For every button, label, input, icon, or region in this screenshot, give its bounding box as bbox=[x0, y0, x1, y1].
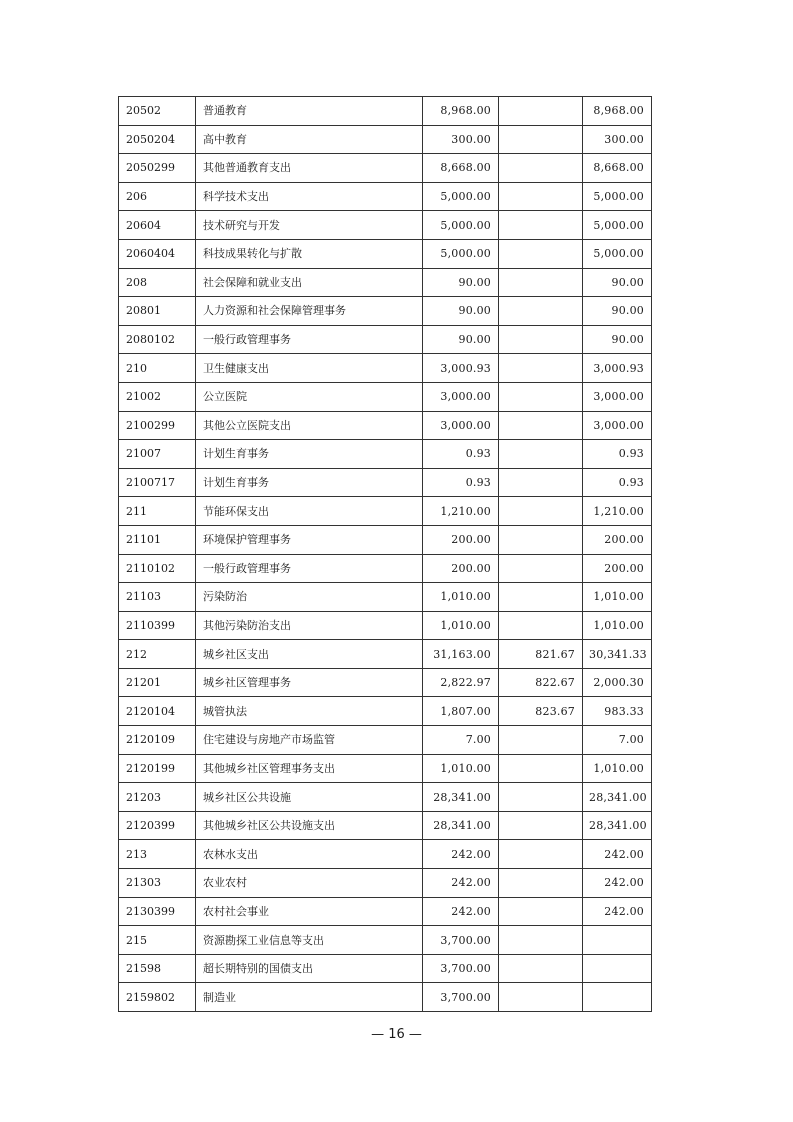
cell-project bbox=[583, 926, 652, 955]
cell-code: 2110102 bbox=[119, 554, 196, 583]
cell-project: 300.00 bbox=[583, 125, 652, 154]
cell-code: 21303 bbox=[119, 869, 196, 898]
table-row bbox=[119, 525, 652, 554]
cell-name: 城乡社区支出 bbox=[196, 640, 423, 669]
cell-basic bbox=[499, 440, 583, 469]
cell-name: 农村社会事业 bbox=[196, 897, 423, 926]
table-row bbox=[119, 869, 652, 898]
table-row bbox=[119, 497, 652, 526]
cell-basic bbox=[499, 840, 583, 869]
cell-basic bbox=[499, 125, 583, 154]
table-row bbox=[119, 297, 652, 326]
table-row bbox=[119, 697, 652, 726]
table-row bbox=[119, 468, 652, 497]
table-row bbox=[119, 154, 652, 183]
cell-total: 31,163.00 bbox=[423, 640, 499, 669]
cell-project: 1,010.00 bbox=[583, 583, 652, 612]
cell-code: 20604 bbox=[119, 211, 196, 240]
cell-total: 5,000.00 bbox=[423, 239, 499, 268]
cell-total: 242.00 bbox=[423, 840, 499, 869]
table-row bbox=[119, 754, 652, 783]
cell-basic bbox=[499, 811, 583, 840]
cell-total: 0.93 bbox=[423, 468, 499, 497]
cell-total: 28,341.00 bbox=[423, 811, 499, 840]
cell-code: 20502 bbox=[119, 97, 196, 126]
table-row bbox=[119, 954, 652, 983]
cell-code: 206 bbox=[119, 182, 196, 211]
cell-project bbox=[583, 983, 652, 1012]
cell-project: 1,210.00 bbox=[583, 497, 652, 526]
cell-project: 28,341.00 bbox=[583, 811, 652, 840]
cell-total: 5,000.00 bbox=[423, 182, 499, 211]
cell-basic bbox=[499, 468, 583, 497]
table-row bbox=[119, 182, 652, 211]
table-row bbox=[119, 726, 652, 755]
table-row bbox=[119, 325, 652, 354]
cell-code: 208 bbox=[119, 268, 196, 297]
cell-project: 5,000.00 bbox=[583, 211, 652, 240]
cell-total: 2,822.97 bbox=[423, 668, 499, 697]
cell-name: 一般行政管理事务 bbox=[196, 325, 423, 354]
cell-name: 其他污染防治支出 bbox=[196, 611, 423, 640]
table-row bbox=[119, 783, 652, 812]
cell-name: 资源勘探工业信息等支出 bbox=[196, 926, 423, 955]
cell-total: 0.93 bbox=[423, 440, 499, 469]
table-row bbox=[119, 211, 652, 240]
cell-code: 20801 bbox=[119, 297, 196, 326]
cell-code: 213 bbox=[119, 840, 196, 869]
cell-basic bbox=[499, 554, 583, 583]
cell-name: 卫生健康支出 bbox=[196, 354, 423, 383]
cell-total: 242.00 bbox=[423, 897, 499, 926]
cell-name: 环境保护管理事务 bbox=[196, 525, 423, 554]
cell-project: 5,000.00 bbox=[583, 182, 652, 211]
table-row bbox=[119, 268, 652, 297]
cell-project: 7.00 bbox=[583, 726, 652, 755]
cell-code: 21002 bbox=[119, 382, 196, 411]
cell-basic bbox=[499, 783, 583, 812]
cell-basic bbox=[499, 211, 583, 240]
cell-total: 242.00 bbox=[423, 869, 499, 898]
cell-basic bbox=[499, 869, 583, 898]
cell-basic: 821.67 bbox=[499, 640, 583, 669]
cell-basic bbox=[499, 325, 583, 354]
table-row bbox=[119, 125, 652, 154]
cell-code: 2100299 bbox=[119, 411, 196, 440]
cell-project: 3,000.93 bbox=[583, 354, 652, 383]
cell-project: 90.00 bbox=[583, 325, 652, 354]
cell-code: 21203 bbox=[119, 783, 196, 812]
cell-project: 0.93 bbox=[583, 440, 652, 469]
page-number: — 16 — bbox=[371, 1027, 422, 1042]
cell-basic bbox=[499, 268, 583, 297]
cell-code: 211 bbox=[119, 497, 196, 526]
cell-basic bbox=[499, 611, 583, 640]
cell-project: 1,010.00 bbox=[583, 611, 652, 640]
cell-basic bbox=[499, 497, 583, 526]
table-row bbox=[119, 583, 652, 612]
table-row bbox=[119, 440, 652, 469]
cell-project: 8,968.00 bbox=[583, 97, 652, 126]
cell-basic: 822.67 bbox=[499, 668, 583, 697]
cell-basic bbox=[499, 154, 583, 183]
cell-basic bbox=[499, 297, 583, 326]
cell-code: 212 bbox=[119, 640, 196, 669]
cell-project: 1,010.00 bbox=[583, 754, 652, 783]
cell-code: 21598 bbox=[119, 954, 196, 983]
cell-total: 3,700.00 bbox=[423, 983, 499, 1012]
cell-project: 242.00 bbox=[583, 840, 652, 869]
cell-name: 计划生育事务 bbox=[196, 468, 423, 497]
cell-basic: 823.67 bbox=[499, 697, 583, 726]
table-row bbox=[119, 554, 652, 583]
cell-project: 0.93 bbox=[583, 468, 652, 497]
cell-total: 3,000.00 bbox=[423, 382, 499, 411]
cell-total: 1,210.00 bbox=[423, 497, 499, 526]
cell-name: 其他城乡社区公共设施支出 bbox=[196, 811, 423, 840]
cell-name: 计划生育事务 bbox=[196, 440, 423, 469]
cell-name: 其他公立医院支出 bbox=[196, 411, 423, 440]
cell-total: 1,010.00 bbox=[423, 611, 499, 640]
cell-total: 5,000.00 bbox=[423, 211, 499, 240]
cell-project: 983.33 bbox=[583, 697, 652, 726]
cell-basic bbox=[499, 954, 583, 983]
cell-name: 普通教育 bbox=[196, 97, 423, 126]
cell-code: 2159802 bbox=[119, 983, 196, 1012]
cell-code: 21201 bbox=[119, 668, 196, 697]
table-row bbox=[119, 611, 652, 640]
cell-basic bbox=[499, 983, 583, 1012]
cell-code: 210 bbox=[119, 354, 196, 383]
table-row bbox=[119, 382, 652, 411]
cell-project: 90.00 bbox=[583, 297, 652, 326]
cell-code: 2130399 bbox=[119, 897, 196, 926]
cell-project: 3,000.00 bbox=[583, 382, 652, 411]
cell-basic bbox=[499, 726, 583, 755]
cell-basic bbox=[499, 354, 583, 383]
cell-total: 90.00 bbox=[423, 268, 499, 297]
cell-name: 一般行政管理事务 bbox=[196, 554, 423, 583]
cell-code: 2100717 bbox=[119, 468, 196, 497]
cell-name: 社会保障和就业支出 bbox=[196, 268, 423, 297]
cell-project: 8,668.00 bbox=[583, 154, 652, 183]
cell-total: 3,000.93 bbox=[423, 354, 499, 383]
cell-name: 其他城乡社区管理事务支出 bbox=[196, 754, 423, 783]
cell-code: 2120399 bbox=[119, 811, 196, 840]
cell-name: 人力资源和社会保障管理事务 bbox=[196, 297, 423, 326]
cell-code: 215 bbox=[119, 926, 196, 955]
cell-total: 1,807.00 bbox=[423, 697, 499, 726]
cell-project bbox=[583, 954, 652, 983]
cell-name: 农业农村 bbox=[196, 869, 423, 898]
cell-basic bbox=[499, 182, 583, 211]
table-row bbox=[119, 840, 652, 869]
cell-code: 2120109 bbox=[119, 726, 196, 755]
cell-name: 高中教育 bbox=[196, 125, 423, 154]
cell-code: 2120104 bbox=[119, 697, 196, 726]
cell-basic bbox=[499, 897, 583, 926]
cell-code: 2080102 bbox=[119, 325, 196, 354]
cell-project: 28,341.00 bbox=[583, 783, 652, 812]
cell-project: 90.00 bbox=[583, 268, 652, 297]
table-row bbox=[119, 354, 652, 383]
cell-name: 技术研究与开发 bbox=[196, 211, 423, 240]
cell-total: 1,010.00 bbox=[423, 754, 499, 783]
cell-total: 300.00 bbox=[423, 125, 499, 154]
table-row bbox=[119, 668, 652, 697]
table-row bbox=[119, 897, 652, 926]
cell-basic bbox=[499, 411, 583, 440]
cell-name: 制造业 bbox=[196, 983, 423, 1012]
table-row bbox=[119, 239, 652, 268]
cell-project: 30,341.33 bbox=[583, 640, 652, 669]
budget-table bbox=[118, 96, 652, 1012]
cell-code: 2110399 bbox=[119, 611, 196, 640]
cell-project: 200.00 bbox=[583, 554, 652, 583]
cell-total: 7.00 bbox=[423, 726, 499, 755]
cell-total: 200.00 bbox=[423, 554, 499, 583]
cell-total: 8,968.00 bbox=[423, 97, 499, 126]
cell-total: 3,000.00 bbox=[423, 411, 499, 440]
cell-basic bbox=[499, 926, 583, 955]
cell-name: 科技成果转化与扩散 bbox=[196, 239, 423, 268]
cell-project: 3,000.00 bbox=[583, 411, 652, 440]
cell-project: 242.00 bbox=[583, 869, 652, 898]
cell-code: 21103 bbox=[119, 583, 196, 612]
cell-total: 1,010.00 bbox=[423, 583, 499, 612]
cell-total: 90.00 bbox=[423, 325, 499, 354]
cell-code: 21007 bbox=[119, 440, 196, 469]
cell-basic bbox=[499, 525, 583, 554]
cell-name: 城乡社区公共设施 bbox=[196, 783, 423, 812]
cell-total: 3,700.00 bbox=[423, 954, 499, 983]
cell-project: 200.00 bbox=[583, 525, 652, 554]
cell-basic bbox=[499, 97, 583, 126]
cell-total: 90.00 bbox=[423, 297, 499, 326]
cell-code: 2050299 bbox=[119, 154, 196, 183]
cell-name: 农林水支出 bbox=[196, 840, 423, 869]
cell-total: 8,668.00 bbox=[423, 154, 499, 183]
cell-project: 5,000.00 bbox=[583, 239, 652, 268]
cell-name: 城乡社区管理事务 bbox=[196, 668, 423, 697]
table-row bbox=[119, 411, 652, 440]
cell-code: 2120199 bbox=[119, 754, 196, 783]
cell-basic bbox=[499, 382, 583, 411]
cell-code: 2050204 bbox=[119, 125, 196, 154]
cell-name: 住宅建设与房地产市场监管 bbox=[196, 726, 423, 755]
cell-project: 2,000.30 bbox=[583, 668, 652, 697]
cell-total: 200.00 bbox=[423, 525, 499, 554]
cell-project: 242.00 bbox=[583, 897, 652, 926]
cell-name: 其他普通教育支出 bbox=[196, 154, 423, 183]
cell-name: 节能环保支出 bbox=[196, 497, 423, 526]
cell-total: 3,700.00 bbox=[423, 926, 499, 955]
cell-name: 公立医院 bbox=[196, 382, 423, 411]
cell-basic bbox=[499, 754, 583, 783]
cell-basic bbox=[499, 239, 583, 268]
table-row bbox=[119, 811, 652, 840]
table-row bbox=[119, 97, 652, 126]
cell-code: 2060404 bbox=[119, 239, 196, 268]
cell-code: 21101 bbox=[119, 525, 196, 554]
cell-name: 城管执法 bbox=[196, 697, 423, 726]
cell-basic bbox=[499, 583, 583, 612]
cell-name: 科学技术支出 bbox=[196, 182, 423, 211]
cell-name: 污染防治 bbox=[196, 583, 423, 612]
table-row bbox=[119, 640, 652, 669]
cell-name: 超长期特别的国债支出 bbox=[196, 954, 423, 983]
cell-total: 28,341.00 bbox=[423, 783, 499, 812]
table-body bbox=[119, 97, 652, 1012]
table-row bbox=[119, 983, 652, 1012]
table-row bbox=[119, 926, 652, 955]
